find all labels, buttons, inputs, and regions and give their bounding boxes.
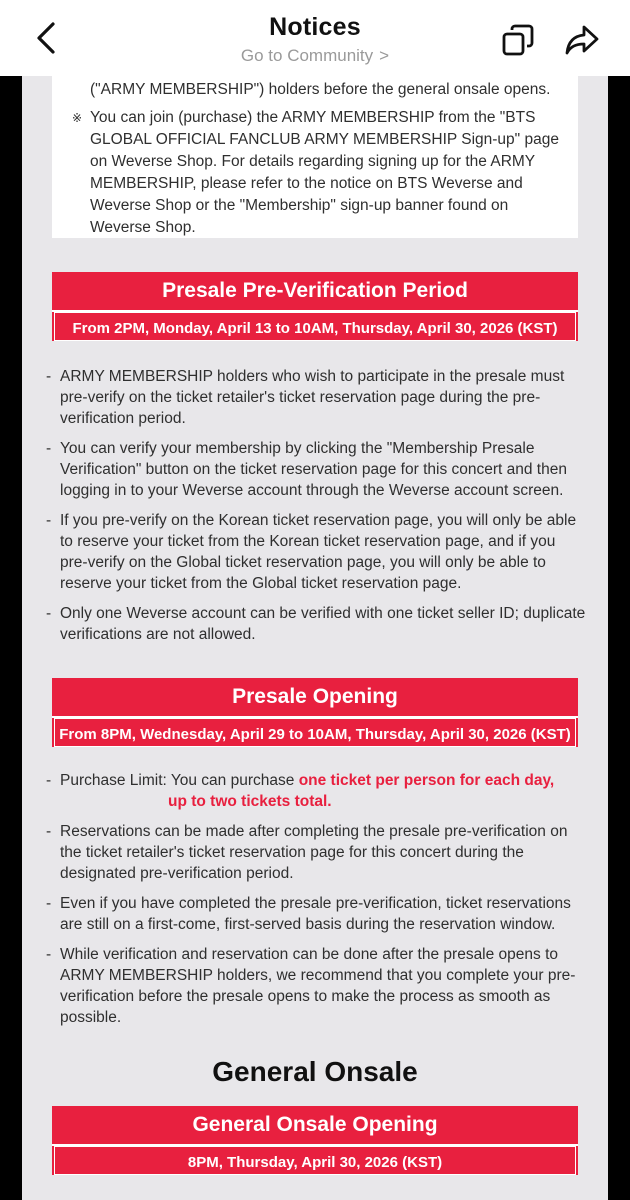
page-frame xyxy=(0,76,630,1200)
pre-verification-title: Presale Pre-Verification Period xyxy=(52,272,578,310)
share-icon xyxy=(564,24,600,56)
reference-mark: ※ xyxy=(72,111,83,125)
chevron-right-icon: > xyxy=(379,46,390,65)
pre-verification-list xyxy=(46,366,586,654)
presale-opening-list xyxy=(46,770,586,1037)
top-app-bar xyxy=(0,0,630,76)
list-item: - Even if you have completed the presale pre-verification, ticket reservations are still on a first-come, first-served basis during the reservation window. xyxy=(46,895,571,933)
card-text-line: ("ARMY MEMBERSHIP") holders before the general onsale opens. xyxy=(90,81,551,98)
page-title: Notices xyxy=(269,13,361,41)
purchase-limit-highlight: one ticket per person for each day, xyxy=(298,772,555,789)
list-item: - Reservations can be made after completing the presale pre-verification on the ticket retailer's ticket reservation page for this concert during the designated pre-verification period. xyxy=(46,823,568,882)
general-onsale-heading: General Onsale xyxy=(212,1056,418,1087)
list-item: - If you pre-verify on the Korean ticket reservation page, you will only be able to reserve your ticket from the Korean ticket reservation page, and if you pre-verify on the Global ticket reservation page, you will only be able to reserve your ticket from the Global ticket reservation page. xyxy=(46,512,577,592)
list-item: - While verification and reservation can be done after the presale opens to ARMY MEMBERSHIP holders, we recommend that you complete your pre-verification before the presale opens to make the process as smooth as possible. xyxy=(46,946,576,1026)
list-item: - ARMY MEMBERSHIP holders who wish to participate in the presale must pre-verify on the ticket retailer's ticket reservation page during the pre-verification period. xyxy=(46,368,565,427)
membership-note-text: You can join (purchase) the ARMY MEMBERSHIP from the "BTS GLOBAL OFFICIAL FANCLUB ARMY MEMBERSHIP Sign-up" page on Weverse Shop. For details regarding signing up for the ARMY MEMBERSHIP, please refer to the notice on BTS Weverse and Weverse Shop or the "Membership" sign-up banner found on Weverse Shop. xyxy=(90,109,559,236)
presale-opening-period xyxy=(52,716,578,747)
presale-opening-period-text: From 8PM, Wednesday, April 29 to 10AM, Thursday, April 30, 2026 (KST) xyxy=(54,718,576,747)
general-onsale-title: General Onsale Opening xyxy=(52,1106,578,1144)
go-to-community-link[interactable] xyxy=(241,46,389,66)
list-item-purchase-limit: - Purchase Limit: You can purchase one ticket per person for each day, up to two tickets total. xyxy=(46,770,586,812)
copy-icon xyxy=(501,23,535,57)
pre-verification-period xyxy=(52,310,578,341)
copy-button[interactable] xyxy=(498,20,538,60)
share-button[interactable] xyxy=(562,20,602,60)
list-item: - You can verify your membership by clicking the "Membership Presale Verification" button on the ticket reservation page for this concert and then logging in to your Weverse account through the Weverse account screen. xyxy=(46,440,567,499)
list-item: - Only one Weverse account can be verified with one ticket seller ID; duplicate verifications are not allowed. xyxy=(46,605,586,643)
general-onsale-period-text: 8PM, Thursday, April 30, 2026 (KST) xyxy=(54,1146,576,1175)
presale-opening-title: Presale Opening xyxy=(52,678,578,716)
pre-verification-period-text: From 2PM, Monday, April 13 to 10AM, Thursday, April 30, 2026 (KST) xyxy=(54,312,576,341)
community-link-label: Go to Community xyxy=(240,46,374,65)
membership-note xyxy=(72,107,572,239)
notice-content[interactable] xyxy=(22,76,608,1200)
purchase-limit-highlight-2: up to two tickets total. xyxy=(168,793,332,810)
general-onsale-period xyxy=(52,1144,578,1175)
membership-info-card xyxy=(52,76,578,238)
